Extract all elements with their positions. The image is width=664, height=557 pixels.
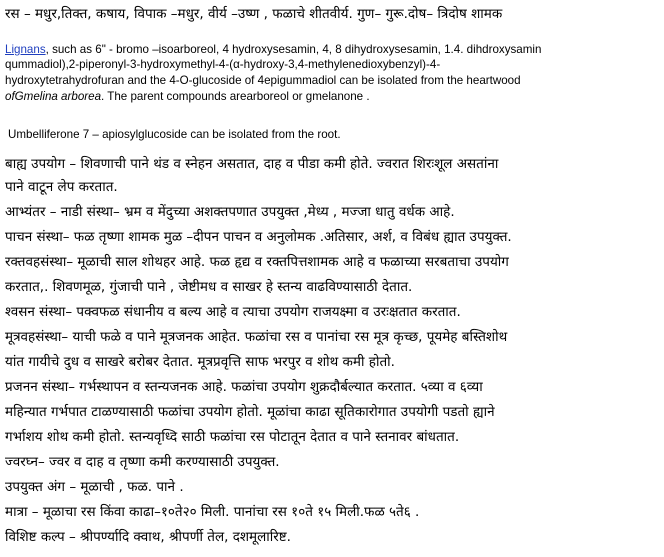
- text-line: महिन्यात गर्भपात टाळण्यासाठी फळांचा उपयोग होतो. मूळांचा काढा सूतिकारोगात उपयोगी पडतो ह्याने: [5, 404, 495, 420]
- text-line: पाने वाटून लेप करतात.: [5, 179, 118, 195]
- text-line: ज्वरघ्न– ज्वर व दाह व तृष्णा कमी करण्यासाठी उपयुक्त.: [5, 454, 280, 470]
- lignans-line-4-text: . The parent compounds arearboreol or gmelanone .: [101, 90, 370, 103]
- text-line: आभ्यंतर – नाडी संस्था– भ्रम व मेंदुच्या अशक्तपणात उपयुक्त ,मेध्य , मज्जा धातु वर्धक आहे.: [5, 204, 455, 220]
- text-line: प्रजनन संस्था– गर्भस्थापन व स्तन्यजनक आहे. फळांचा उपयोग शुक्रदौर्बल्यात करतात. ५व्या व ६व्या: [5, 379, 483, 395]
- lignans-link[interactable]: Lignans: [5, 43, 46, 56]
- text-line: यांत गायीचे दुध व साखरे बरोबर देतात. मूत्रप्रवृत्ति साफ भरपुर व शोथ कमी होतो.: [5, 354, 395, 370]
- lignans-line-4: [5, 89, 370, 104]
- text-line: रक्तवहसंस्था– मूळाची साल शोथहर आहे. फळ हृद्य व रक्तपित्तशामक आहे व फळाच्या सरबताचा उपयोग: [5, 254, 509, 270]
- text-line: श्वसन संस्था– पक्वफळ संधानीय व बल्य आहे व त्याचा उपयोग राजयक्ष्मा व उरःक्षतात करतात.: [5, 304, 461, 320]
- text-line: मूत्रवहसंस्था– याची फळे व पाने मूत्रजनक आहेत. फळांचा रस व पानांचा रस मूत्र कृच्छ, पूयमेह बस्तिशोथ: [5, 329, 508, 345]
- text-line: करतात,. शिवणमूळ, गुंजाची पाने , जेष्टीमध व साखर हे स्तन्य वाढविण्यासाठी देतात.: [5, 279, 413, 295]
- umbelliferone-line: Umbelliferone 7 – apiosylglucoside can be isolated from the root.: [8, 128, 341, 141]
- text-line: गर्भाशय शोथ कमी होतो. स्तन्यवृध्दि साठी फळांचा रस पोटातून देतात व पाने स्तनावर बांधतात.: [5, 429, 460, 445]
- species-name: ofGmelina arborea: [5, 90, 102, 103]
- text-line: पाचन संस्था– फळ तृष्णा शामक मुळ –दीपन पाचन व अनुलोमक .अतिसार, अर्श, व विबंध ह्यात उपयुक्त.: [5, 229, 512, 245]
- lignans-line-2: qummadiol),2-piperonyl-3-hydroxymethyl-4-(α-hydroxy-3,4-methylenedioxybenzyl)-4-: [5, 58, 441, 71]
- text-line: मात्रा – मूळाचा रस किंवा काढा–१०ते२० मिली. पानांचा रस १०ते १५ मिली.फळ ५ते६ .: [5, 504, 420, 520]
- lignans-line-1: [5, 42, 541, 57]
- text-line: बाह्य उपयोग – शिवणाची पाने थंड व स्नेहन असतात, दाह व पीडा कमी होते. ज्वरात शिरःशूल असतांना: [5, 156, 499, 172]
- lignans-line-3: hydroxytetrahydrofuran and the 4-O-glucoside of 4epigummadiol can be isolated from the heartwood: [5, 74, 521, 87]
- lignans-line-1-text: , such as 6" - bromo –isoarboreol, 4 hydroxysesamin, 4, 8 dihydroxysesamin, 1.4. dihdroxysamin: [45, 43, 542, 56]
- text-line: विशिष्ट कल्प – श्रीपर्ण्यादि क्वाथ, श्रीपर्णी तेल, दशमूलारिष्ट.: [5, 529, 291, 545]
- text-line: उपयुक्त अंग – मूळाची , फळ. पाने .: [5, 479, 184, 495]
- rasa-line: रस – मधुर,तिक्त, कषाय, विपाक –मधुर, वीर्य –उष्ण , फळाचे शीतवीर्य. गुण– गुरू.दोष– त्रिदोष शामक: [5, 6, 503, 22]
